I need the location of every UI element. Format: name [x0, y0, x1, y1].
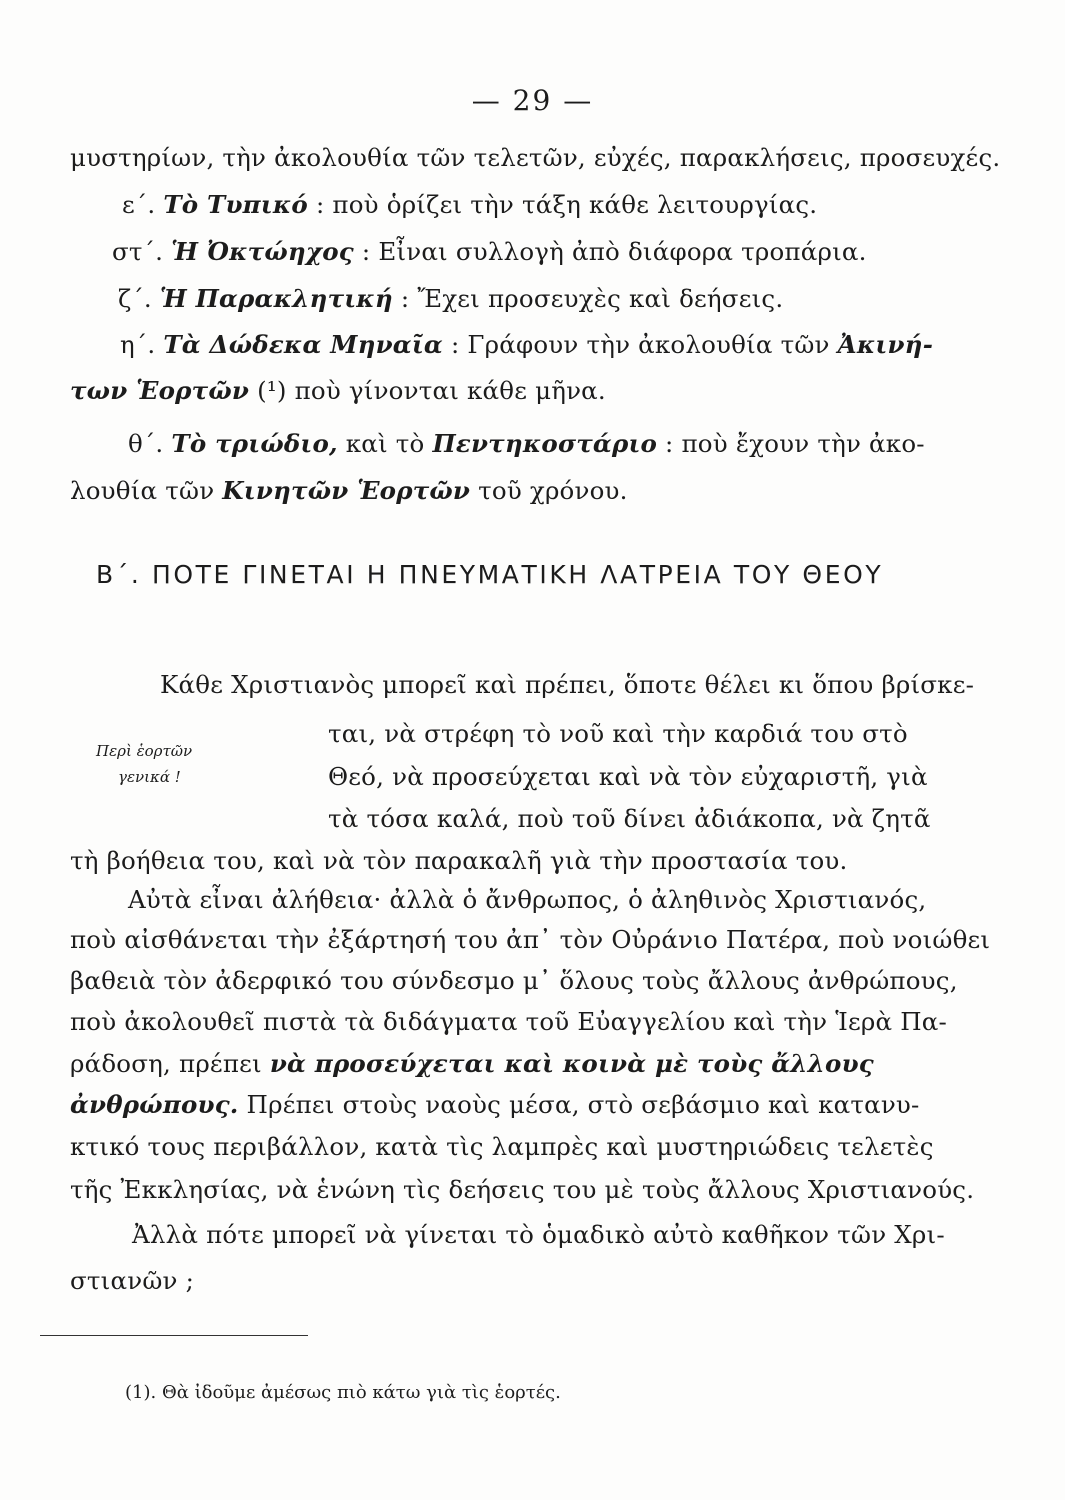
list-item	[122, 189, 817, 221]
text-line: στιανῶν ;	[70, 1266, 195, 1295]
text-line: ποὺ αἰσθάνεται τὴν ἐξάρτησή του ἀπ᾽ τὸν Οὐράνιο Πατέρα, ποὺ νοιώθει	[70, 925, 991, 954]
text-line	[70, 142, 1000, 174]
text-line: Θεό, νὰ προσεύχεται καὶ νὰ τὸν εὐχαριστῆ, γιὰ	[328, 762, 928, 791]
text-line: κτικό τους περιβάλλον, κατὰ τὶς λαμπρὲς καὶ μυστηριώδεις τελετὲς	[70, 1132, 934, 1161]
list-item	[120, 329, 933, 361]
text-span: Πρέπει στοὺς ναοὺς μέσα, στὸ σεβάσμιο καὶ κατανυ-	[246, 1090, 920, 1119]
list-number: θ΄.	[128, 429, 164, 458]
text-span: : ποὺ ἔχουν τὴν ἀκο-	[665, 429, 925, 458]
text-line: Αὐτὰ εἶναι ἀλήθεια· ἀλλὰ ὁ ἄνθρωπος, ὁ ἀληθινὸς Χριστιανός,	[128, 885, 927, 914]
text-line: τὴ βοήθεια του, καὶ νὰ τὸν παρακαλῆ γιὰ τὴν προστασία του.	[70, 846, 848, 875]
book-title: Τὰ Δώδεκα Μηναῖα	[163, 330, 443, 359]
text-span: : Εἶναι συλλογὴ ἀπὸ διάφορα τροπάρια.	[361, 237, 867, 266]
text-line	[70, 1048, 874, 1080]
book-title: των Ἑορτῶν	[70, 376, 250, 405]
text-line	[70, 475, 628, 507]
margin-note-line: γενικά !	[118, 768, 181, 786]
page-number: — 29 —	[471, 84, 594, 117]
text-span: : Ἔχει προσευχὲς καὶ δεήσεις.	[400, 284, 784, 313]
text-span: μυστηρίων, τὴν ἀκολουθία τῶν τελετῶν, εὐχές, παρακλήσεις, προσευχές.	[70, 143, 1001, 172]
book-title: Ἡ Παρακλητική	[159, 284, 393, 313]
text-line: Ἀλλὰ πότε μπορεῖ νὰ γίνεται τὸ ὁμαδικὸ αὐτὸ καθῆκον τῶν Χρι-	[132, 1220, 945, 1249]
list-number: ε΄.	[122, 190, 156, 219]
text-span: καὶ τὸ	[345, 429, 425, 458]
text-span: ράδοση, πρέπει	[70, 1049, 262, 1078]
list-item	[118, 283, 783, 315]
emphasis-text: ἀνθρώπους.	[70, 1090, 239, 1119]
footnote-divider	[40, 1335, 308, 1336]
text-line	[70, 1089, 920, 1121]
emphasis-text: νὰ προσεύχεται καὶ κοινὰ μὲ τοὺς ἄλλους	[269, 1049, 874, 1078]
list-item	[112, 236, 867, 268]
text-line: βαθειὰ τὸν ἀδερφικό του σύνδεσμο μ᾽ ὅλους τοὺς ἄλλους ἀνθρώπους,	[70, 966, 958, 995]
book-title: Κινητῶν Ἑορτῶν	[222, 476, 471, 505]
text-line: τῆς Ἐκκλησίας, νὰ ἑνώνη τὶς δεήσεις του μὲ τοὺς ἄλλους Χριστιανούς.	[70, 1175, 975, 1204]
text-line: ται, νὰ στρέφη τὸ νοῦ καὶ τὴν καρδιά του στὸ	[328, 719, 908, 748]
book-title: Ἀκινή-	[837, 330, 934, 359]
book-title: Πεντηκοστάριο	[432, 429, 658, 458]
text-span: (¹) ποὺ γίνονται κάθε μῆνα.	[257, 376, 606, 405]
book-title: Ἡ Ὀκτώηχος	[171, 237, 354, 266]
text-line: ποὺ ἀκολουθεῖ πιστὰ τὰ διδάγματα τοῦ Εὐαγγελίου καὶ τὴν Ἱερὰ Πα-	[70, 1007, 947, 1036]
text-span: : ποὺ ὁρίζει τὴν τάξη κάθε λειτουργίας.	[315, 190, 818, 219]
text-span: : Γράφουν τὴν ἀκολουθία τῶν	[450, 330, 830, 359]
book-title: Τὸ Τυπικό	[163, 190, 308, 219]
book-title: Τὸ τριώδιο,	[171, 429, 338, 458]
text-line	[70, 375, 606, 407]
footnote: (1). Θὰ ἰδοῦμε ἀμέσως πιὸ κάτω γιὰ τὶς ἑορτές.	[125, 1382, 561, 1403]
list-number: στ΄.	[112, 237, 164, 266]
list-number: η΄.	[120, 330, 156, 359]
text-span: λουθία τῶν	[70, 476, 215, 505]
section-heading: Β΄. ΠΟΤΕ ΓΙΝΕΤΑΙ Η ΠΝΕΥΜΑΤΙΚΗ ΛΑΤΡΕΙΑ ΤΟΥ ΘΕΟΥ	[96, 560, 884, 589]
text-span: τοῦ χρόνου.	[478, 476, 628, 505]
text-line: Κάθε Χριστιανὸς μπορεῖ καὶ πρέπει, ὅποτε θέλει κι ὅπου βρίσκε-	[160, 670, 975, 699]
list-item	[128, 428, 925, 460]
text-line: τὰ τόσα καλά, ποὺ τοῦ δίνει ἀδιάκοπα, νὰ ζητᾶ	[328, 804, 931, 833]
list-number: ζ΄.	[118, 284, 152, 313]
margin-note-line: Περὶ ἑορτῶν	[96, 742, 193, 760]
